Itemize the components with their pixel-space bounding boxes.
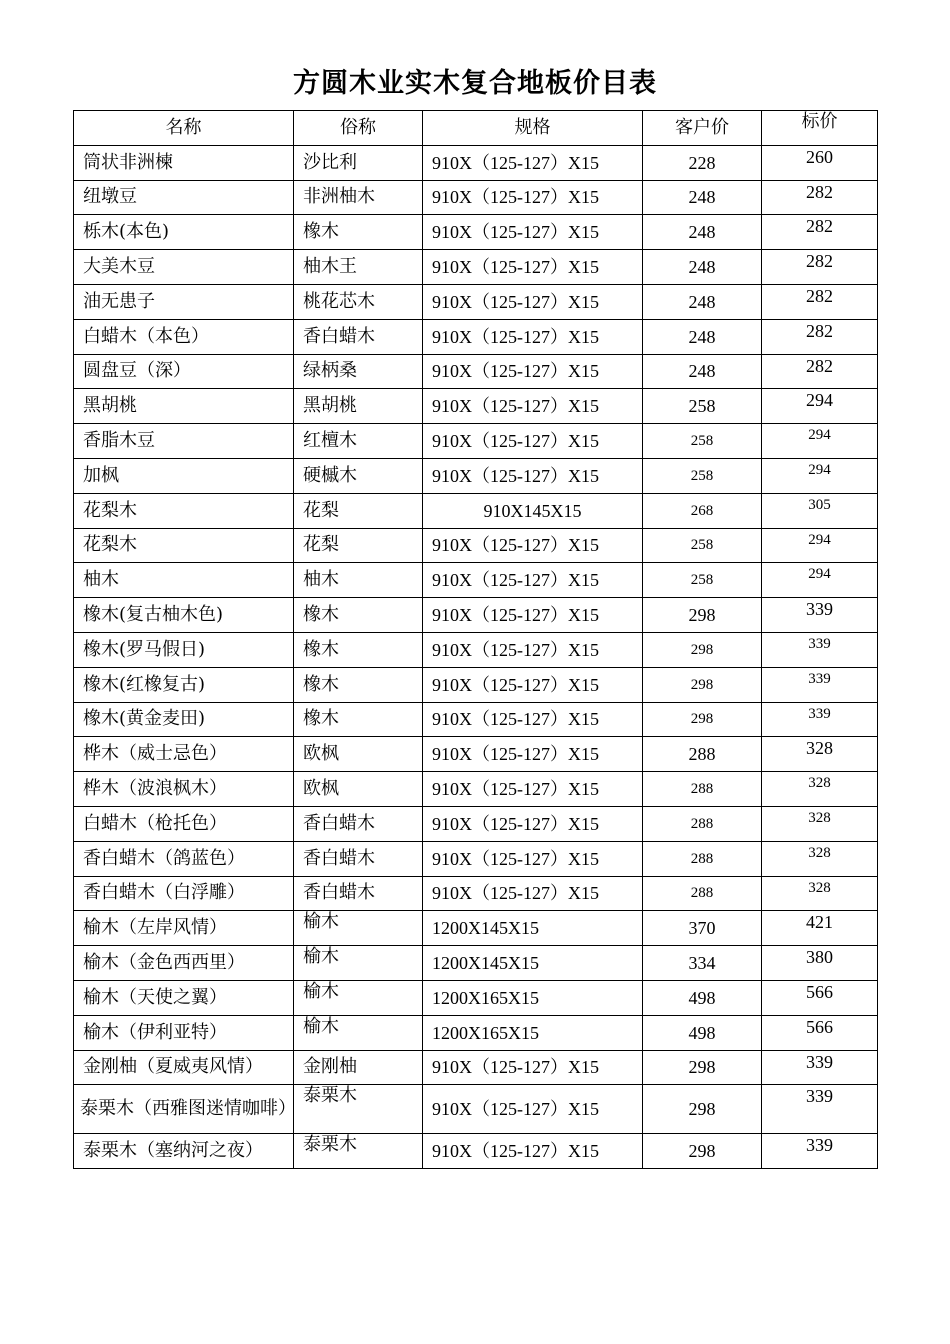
table-row	[74, 424, 878, 459]
cell-list-price: 328	[762, 876, 878, 911]
cell-common-name: 橡木	[294, 215, 423, 250]
cell-common-name: 橡木	[294, 702, 423, 737]
cell-spec: 910X（125-127）X15	[423, 354, 643, 389]
cell-list-price: 328	[762, 806, 878, 841]
cell-common-name: 柚木	[294, 563, 423, 598]
cell-common-name: 泰栗木	[294, 1134, 423, 1169]
cell-common-name: 香白蜡木	[294, 876, 423, 911]
cell-common-name: 金刚柚	[294, 1050, 423, 1085]
cell-list-price: 380	[762, 946, 878, 981]
cell-spec: 910X（125-127）X15	[423, 632, 643, 667]
cell-client-price: 258	[643, 528, 762, 563]
cell-list-price: 294	[762, 563, 878, 598]
cell-spec: 910X（125-127）X15	[423, 702, 643, 737]
table-row	[74, 1050, 878, 1085]
cell-client-price: 258	[643, 563, 762, 598]
table-row	[74, 772, 878, 807]
cell-common-name: 花梨	[294, 528, 423, 563]
cell-common-name: 黑胡桃	[294, 389, 423, 424]
cell-client-price: 248	[643, 250, 762, 285]
cell-spec: 910X（125-127）X15	[423, 180, 643, 215]
cell-name: 橡木(红橡复古)	[74, 667, 294, 702]
cell-common-name: 榆木	[294, 980, 423, 1015]
cell-client-price: 298	[643, 667, 762, 702]
cell-client-price: 258	[643, 389, 762, 424]
table-row	[74, 563, 878, 598]
cell-list-price: 421	[762, 911, 878, 946]
cell-list-price: 260	[762, 145, 878, 180]
cell-common-name: 花梨	[294, 493, 423, 528]
cell-spec: 1200X165X15	[423, 980, 643, 1015]
cell-name: 花梨木	[74, 493, 294, 528]
cell-common-name: 非洲柚木	[294, 180, 423, 215]
cell-name: 泰栗木（塞纳河之夜）	[74, 1134, 294, 1169]
table-row	[74, 284, 878, 319]
table-row	[74, 493, 878, 528]
table-row	[74, 911, 878, 946]
cell-name: 桦木（威士忌色）	[74, 737, 294, 772]
cell-client-price: 248	[643, 354, 762, 389]
cell-list-price: 294	[762, 528, 878, 563]
cell-common-name: 橡木	[294, 598, 423, 633]
table-row	[74, 702, 878, 737]
cell-name: 榆木（左岸风情）	[74, 911, 294, 946]
cell-spec: 910X（125-127）X15	[423, 389, 643, 424]
cell-list-price: 328	[762, 772, 878, 807]
cell-name: 香白蜡木（鸽蓝色）	[74, 841, 294, 876]
cell-list-price: 328	[762, 841, 878, 876]
cell-common-name: 榆木	[294, 1015, 423, 1050]
cell-client-price: 298	[643, 1085, 762, 1134]
cell-list-price: 339	[762, 1134, 878, 1169]
cell-client-price: 288	[643, 876, 762, 911]
table-row	[74, 598, 878, 633]
cell-name: 加枫	[74, 458, 294, 493]
table-row	[74, 1015, 878, 1050]
cell-name: 橡木(罗马假日)	[74, 632, 294, 667]
cell-client-price: 498	[643, 1015, 762, 1050]
cell-spec: 910X（125-127）X15	[423, 737, 643, 772]
cell-common-name: 柚木王	[294, 250, 423, 285]
column-header-spec: 规格	[423, 111, 643, 146]
cell-common-name: 桃花芯木	[294, 284, 423, 319]
table-row	[74, 841, 878, 876]
table-row	[74, 528, 878, 563]
table-row	[74, 250, 878, 285]
cell-spec: 910X（125-127）X15	[423, 598, 643, 633]
table-row	[74, 180, 878, 215]
cell-spec: 910X（125-127）X15	[423, 319, 643, 354]
cell-name: 花梨木	[74, 528, 294, 563]
cell-name: 榆木（天使之翼）	[74, 980, 294, 1015]
cell-name: 金刚柚（夏威夷风情）	[74, 1050, 294, 1085]
cell-name: 白蜡木（枪托色）	[74, 806, 294, 841]
cell-list-price: 282	[762, 319, 878, 354]
cell-spec: 910X（125-127）X15	[423, 424, 643, 459]
cell-spec: 910X（125-127）X15	[423, 772, 643, 807]
cell-spec: 910X（125-127）X15	[423, 528, 643, 563]
cell-client-price: 334	[643, 946, 762, 981]
table-body	[74, 145, 878, 1168]
price-table	[73, 110, 878, 1169]
cell-list-price: 282	[762, 250, 878, 285]
table-row	[74, 1085, 878, 1134]
column-header-client-price: 客户价	[643, 111, 762, 146]
cell-client-price: 298	[643, 1050, 762, 1085]
cell-client-price: 248	[643, 319, 762, 354]
cell-common-name: 硬槭木	[294, 458, 423, 493]
cell-common-name: 泰栗木	[294, 1085, 423, 1134]
cell-client-price: 298	[643, 598, 762, 633]
cell-list-price: 339	[762, 667, 878, 702]
cell-common-name: 绿柄桑	[294, 354, 423, 389]
table-row	[74, 946, 878, 981]
cell-spec: 910X（125-127）X15	[423, 458, 643, 493]
cell-list-price: 566	[762, 980, 878, 1015]
cell-list-price: 282	[762, 354, 878, 389]
table-row	[74, 876, 878, 911]
cell-spec: 910X（125-127）X15	[423, 841, 643, 876]
cell-spec: 910X（125-127）X15	[423, 145, 643, 180]
cell-spec: 910X（125-127）X15	[423, 1134, 643, 1169]
cell-spec: 1200X145X15	[423, 946, 643, 981]
cell-list-price: 339	[762, 1050, 878, 1085]
cell-spec: 910X（125-127）X15	[423, 806, 643, 841]
cell-client-price: 248	[643, 284, 762, 319]
cell-list-price: 328	[762, 737, 878, 772]
cell-list-price: 294	[762, 424, 878, 459]
cell-name: 橡木(复古柚木色)	[74, 598, 294, 633]
cell-name: 香脂木豆	[74, 424, 294, 459]
cell-spec: 1200X145X15	[423, 911, 643, 946]
cell-client-price: 268	[643, 493, 762, 528]
cell-list-price: 282	[762, 215, 878, 250]
table-row	[74, 1134, 878, 1169]
cell-name: 榆木（伊利亚特）	[74, 1015, 294, 1050]
cell-list-price: 305	[762, 493, 878, 528]
cell-spec: 910X（125-127）X15	[423, 250, 643, 285]
cell-name: 栎木(本色)	[74, 215, 294, 250]
cell-name: 纽墩豆	[74, 180, 294, 215]
cell-spec: 910X（125-127）X15	[423, 876, 643, 911]
cell-client-price: 258	[643, 424, 762, 459]
cell-client-price: 298	[643, 702, 762, 737]
cell-common-name: 香白蜡木	[294, 841, 423, 876]
cell-name: 橡木(黄金麦田)	[74, 702, 294, 737]
table-row	[74, 389, 878, 424]
cell-common-name: 欧枫	[294, 737, 423, 772]
cell-spec: 910X（125-127）X15	[423, 1085, 643, 1134]
cell-common-name: 香白蜡木	[294, 319, 423, 354]
cell-common-name: 榆木	[294, 946, 423, 981]
cell-client-price: 498	[643, 980, 762, 1015]
table-row	[74, 737, 878, 772]
cell-client-price: 228	[643, 145, 762, 180]
cell-client-price: 288	[643, 806, 762, 841]
cell-client-price: 288	[643, 737, 762, 772]
cell-name: 香白蜡木（白浮雕）	[74, 876, 294, 911]
table-row	[74, 667, 878, 702]
cell-name: 白蜡木（本色）	[74, 319, 294, 354]
cell-list-price: 339	[762, 598, 878, 633]
cell-name: 油无患子	[74, 284, 294, 319]
cell-name: 泰栗木（西雅图迷情咖啡）	[74, 1085, 294, 1134]
column-header-list-price: 标价	[762, 111, 878, 146]
cell-list-price: 294	[762, 389, 878, 424]
cell-spec: 910X（125-127）X15	[423, 667, 643, 702]
cell-spec: 910X（125-127）X15	[423, 284, 643, 319]
table-row	[74, 806, 878, 841]
cell-name: 榆木（金色西西里）	[74, 946, 294, 981]
cell-common-name: 香白蜡木	[294, 806, 423, 841]
cell-client-price: 288	[643, 841, 762, 876]
cell-spec: 1200X165X15	[423, 1015, 643, 1050]
cell-common-name: 沙比利	[294, 145, 423, 180]
cell-name: 圆盘豆（深）	[74, 354, 294, 389]
page-title: 方圆木业实木复合地板价目表	[293, 68, 657, 99]
cell-common-name: 欧枫	[294, 772, 423, 807]
cell-common-name: 橡木	[294, 667, 423, 702]
table-row	[74, 145, 878, 180]
cell-list-price: 282	[762, 180, 878, 215]
cell-name: 桦木（波浪枫木）	[74, 772, 294, 807]
table-row	[74, 215, 878, 250]
table-row	[74, 632, 878, 667]
cell-client-price: 248	[643, 180, 762, 215]
cell-list-price: 339	[762, 702, 878, 737]
cell-common-name: 红檀木	[294, 424, 423, 459]
cell-spec: 910X145X15	[423, 493, 643, 528]
cell-spec: 910X（125-127）X15	[423, 563, 643, 598]
cell-name: 大美木豆	[74, 250, 294, 285]
cell-list-price: 294	[762, 458, 878, 493]
cell-list-price: 566	[762, 1015, 878, 1050]
cell-client-price: 258	[643, 458, 762, 493]
cell-client-price: 248	[643, 215, 762, 250]
table-row	[74, 354, 878, 389]
cell-client-price: 370	[643, 911, 762, 946]
cell-client-price: 288	[643, 772, 762, 807]
table-header-row	[74, 111, 878, 146]
column-header-name: 名称	[74, 111, 294, 146]
table-row	[74, 458, 878, 493]
cell-client-price: 298	[643, 632, 762, 667]
cell-common-name: 榆木	[294, 911, 423, 946]
cell-client-price: 298	[643, 1134, 762, 1169]
cell-name: 柚木	[74, 563, 294, 598]
cell-list-price: 339	[762, 632, 878, 667]
cell-common-name: 橡木	[294, 632, 423, 667]
column-header-common-name: 俗称	[294, 111, 423, 146]
cell-list-price: 339	[762, 1085, 878, 1134]
cell-spec: 910X（125-127）X15	[423, 215, 643, 250]
cell-name: 黑胡桃	[74, 389, 294, 424]
cell-name: 筒状非洲楝	[74, 145, 294, 180]
table-row	[74, 980, 878, 1015]
cell-spec: 910X（125-127）X15	[423, 1050, 643, 1085]
table-row	[74, 319, 878, 354]
cell-list-price: 282	[762, 284, 878, 319]
